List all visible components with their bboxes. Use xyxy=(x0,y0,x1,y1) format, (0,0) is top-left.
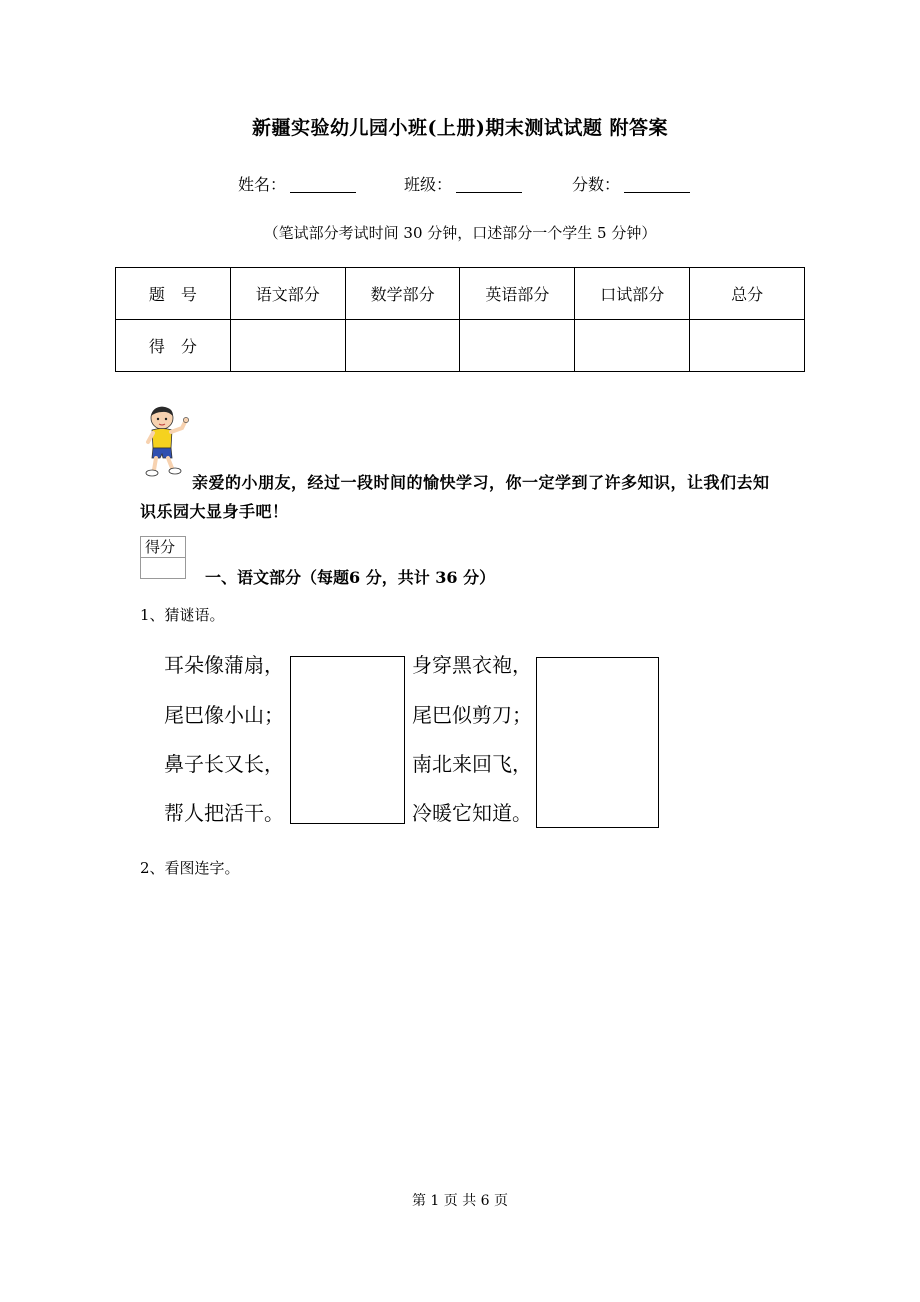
document-title: 新疆实验幼儿园小班(上册)期末测试试题 附答案 xyxy=(251,117,669,139)
riddle-2-answer-box[interactable] xyxy=(536,657,659,828)
riddle-left-line-1: 耳朵像蒲扇， xyxy=(164,653,284,677)
score-cell-math[interactable] xyxy=(345,320,460,372)
score-blank[interactable] xyxy=(624,176,690,193)
name-blank[interactable] xyxy=(290,176,356,193)
riddle-1-answer-box[interactable] xyxy=(290,656,405,824)
class-blank[interactable] xyxy=(456,176,522,193)
section-score-box xyxy=(140,536,187,580)
name-field[interactable] xyxy=(238,172,356,195)
score-label: 分数： xyxy=(572,175,621,194)
name-label: 姓名： xyxy=(238,175,287,194)
score-row-label: 得 分 xyxy=(116,320,231,372)
header-cell-oral: 口试部分 xyxy=(575,268,690,320)
header-cell-chinese: 语文部分 xyxy=(230,268,345,320)
class-field[interactable] xyxy=(404,172,522,195)
header-cell-number: 题 号 xyxy=(116,268,231,320)
intro-paragraph: 亲爱的小朋友，经过一段时间的愉快学习，你一定学到了许多知识，让我们去知识乐园大显身手吧！ xyxy=(140,473,770,521)
score-cell-oral[interactable] xyxy=(575,320,690,372)
section-score-label: 得分 xyxy=(140,536,186,557)
score-table xyxy=(115,267,805,372)
page-footer: 第 1 页 共 6 页 xyxy=(411,1193,509,1209)
riddle-right-line-2: 尾巴似剪刀； xyxy=(412,703,532,727)
riddle-right-line-3: 南北来回飞， xyxy=(412,752,532,776)
header-cell-math: 数学部分 xyxy=(345,268,460,320)
header-cell-english: 英语部分 xyxy=(460,268,575,320)
riddle-left-line-3: 鼻子长又长， xyxy=(164,752,284,776)
riddle-left-line-4: 帮人把活干。 xyxy=(164,801,284,825)
score-table-header-row xyxy=(116,268,805,320)
section-heading-chinese: 一、语文部分（每题6 分，共计 36 分） xyxy=(205,568,496,587)
question-2-label: 2、看图连字。 xyxy=(140,859,240,877)
riddle-right-line-4: 冷暖它知道。 xyxy=(412,801,532,825)
class-label: 班级： xyxy=(404,175,453,194)
section-score-blank[interactable] xyxy=(140,557,186,579)
score-cell-english[interactable] xyxy=(460,320,575,372)
riddle-right-line-1: 身穿黑衣袍， xyxy=(412,653,532,677)
score-cell-chinese[interactable] xyxy=(230,320,345,372)
exam-time-note: （笔试部分考试时间 30 分钟，口述部分一个学生 5 分钟） xyxy=(263,224,657,242)
question-1-label: 1、猜谜语。 xyxy=(140,606,225,624)
score-field[interactable] xyxy=(572,172,690,195)
score-cell-total[interactable] xyxy=(690,320,805,372)
riddle-left-line-2: 尾巴像小山； xyxy=(164,703,284,727)
score-table-score-row xyxy=(116,320,805,372)
header-cell-total: 总分 xyxy=(690,268,805,320)
